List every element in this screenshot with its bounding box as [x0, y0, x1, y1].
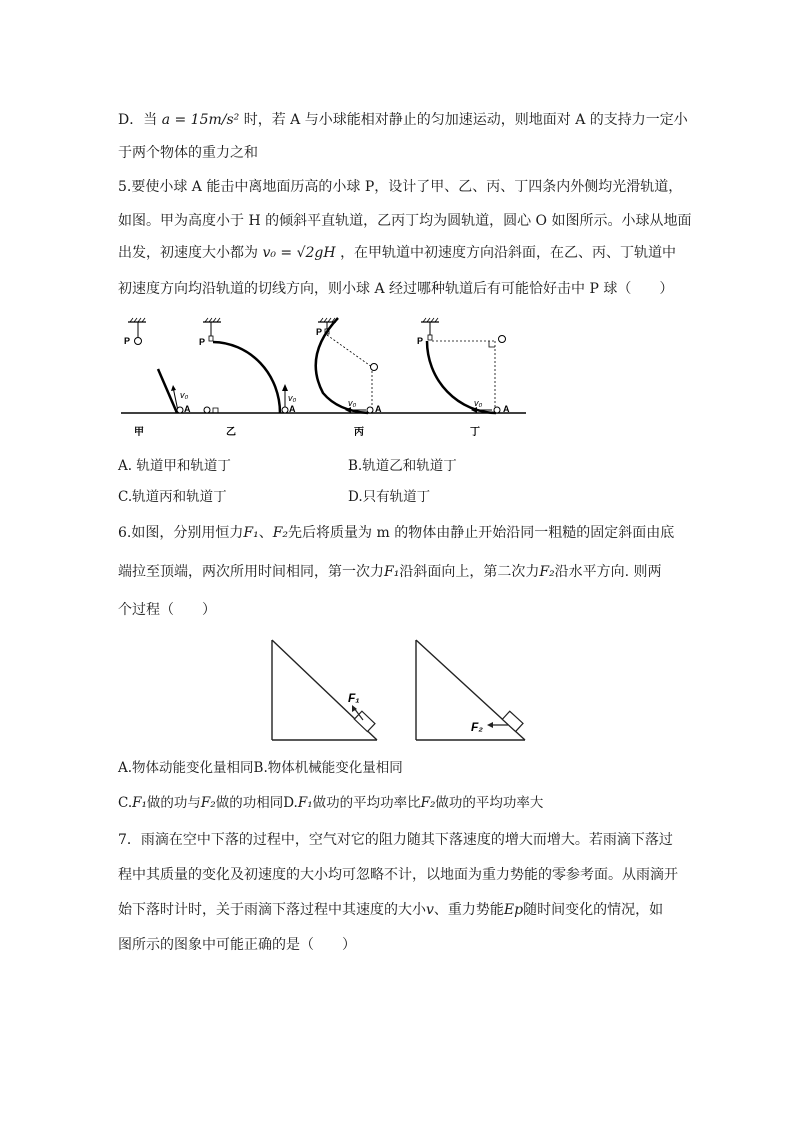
q6-option-b: B.物体机械能变化量相同	[253, 760, 403, 776]
label-yi: 乙	[226, 427, 236, 438]
q5-line1: 5.要使小球 A 能击中离地面历高的小球 P，设计了甲、乙、丙、丁四条内外侧均光滑轨道，	[118, 179, 683, 195]
q5-line4: 初速度方向均沿轨道的切线方向，则小球 A 经过哪种轨道后有可能恰好击中 P 球（ ）	[118, 281, 674, 297]
q5-option-a: A. 轨道甲和轨道丁	[118, 458, 231, 474]
yi-label-p: P	[199, 337, 206, 347]
track-ding	[417, 318, 510, 438]
q4-option-d	[118, 110, 688, 130]
q6-incline-figure	[266, 636, 536, 746]
q4-optd-math: a = 15m/s²	[161, 112, 240, 128]
q6-optc-mid: 做的功与	[146, 795, 201, 811]
q6-optc-post: 做的功相同	[215, 795, 284, 811]
q6-line2-b: 沿斜面向上，第二次力	[399, 564, 540, 580]
q6-line1-a: 6.如图，分别用恒力	[118, 525, 244, 541]
q6-line2-c: 沿水平方向. 则两	[554, 564, 662, 580]
q7-line3-c: 随时间变化的情况，如	[523, 902, 664, 918]
q7-line3-b: 、重力势能	[433, 902, 504, 918]
q6-optc-pre: C.	[118, 795, 133, 811]
q6-optc-f1: F₁	[132, 795, 147, 811]
q5-line3-a: 出发，初速度大小都为	[118, 245, 258, 261]
q6-f2: F₂	[272, 525, 289, 541]
q6-optd-f2: F₂	[420, 795, 436, 811]
q5-option-d: D.只有轨道丁	[348, 489, 431, 505]
q5-v0-formula: v₀ = √2gH	[262, 245, 336, 261]
track-jia	[124, 318, 191, 438]
jia-label-p: P	[124, 336, 131, 346]
q6-optd-mid: 做功的平均功率比	[312, 795, 421, 811]
bing-label-v0: v₀	[348, 398, 357, 408]
track-bing	[316, 318, 382, 438]
q6-options-ab	[118, 758, 403, 778]
bing-label-a: A	[375, 404, 382, 414]
q7-line2: 程中其质量的变化及初速度的大小均可忽略不计，以地面为重力势能的零参考面。从雨滴开	[118, 867, 678, 883]
q6-sep: 、	[258, 525, 273, 541]
q5-line3-b: ，在甲轨道中初速度方向沿斜面，在乙、丙、丁轨道中	[340, 245, 677, 261]
q5-line3	[118, 243, 676, 263]
q7-line3-a: 始下落时计时，关于雨滴下落过程中其速度的大小	[118, 902, 426, 918]
incline-2	[416, 640, 525, 740]
q4-optd-prefix: D．当	[118, 112, 158, 128]
q6-f1: F₁	[243, 525, 259, 541]
ding-label-p: P	[417, 336, 424, 346]
q6-optd-pre: D.	[283, 795, 298, 811]
label-jia: 甲	[134, 427, 144, 438]
q6-optd-post: 做功的平均功率大	[435, 795, 544, 811]
q6-line1-b: 先后将质量为 m 的物体由静止开始沿同一粗糙的固定斜面由底	[288, 525, 675, 541]
track-yi	[199, 318, 297, 438]
label-bing: 丙	[354, 427, 364, 438]
yi-label-a: A	[289, 404, 296, 414]
q6-line2-f1: F₁	[384, 564, 400, 580]
q7-ep: Ep	[503, 902, 524, 918]
q5-option-c: C.轨道丙和轨道丁	[118, 489, 227, 505]
q7-line4: 图所示的图象中可能正确的是（ ）	[118, 937, 356, 953]
q6-line1	[118, 523, 674, 543]
q6-line2-a: 端拉至顶端，两次所用时间相同，第一次力	[118, 564, 384, 580]
ding-label-v0: v₀	[474, 398, 483, 408]
yi-label-v0: v₀	[288, 393, 297, 403]
incline2-f2-label: F₂	[471, 720, 483, 734]
q6-line3: 个过程（ ）	[118, 602, 216, 618]
q4-option-d-line2: 于两个物体的重力之和	[118, 145, 258, 161]
q4-optd-text: 时，若 A 与小球能相对静止的匀加速运动，则地面对 A 的支持力一定小	[243, 112, 688, 128]
ding-label-a: A	[503, 404, 510, 414]
q6-line2	[118, 562, 662, 582]
incline-1	[272, 640, 377, 740]
incline1-f1-label: F₁	[348, 691, 360, 705]
q5-track-figure	[118, 315, 528, 440]
q6-option-a: A.物体动能变化量相同	[118, 760, 254, 776]
bing-label-p: P	[316, 327, 323, 337]
q5-line2: 如图。甲为高度小于 H 的倾斜平直轨道，乙丙丁均为圆轨道，圆心 O 如图所示。小球从地面	[118, 213, 692, 229]
q6-line2-f2: F₂	[539, 564, 555, 580]
q6-optc-f2: F₂	[200, 795, 216, 811]
q7-line1: 7．雨滴在空中下落的过程中，空气对它的阻力随其下落速度的增大而增大。若雨滴下落过	[118, 832, 673, 848]
q7-line3	[118, 900, 663, 920]
label-ding: 丁	[470, 427, 480, 438]
q7-v: v	[426, 902, 434, 918]
q6-options-cd	[118, 793, 543, 813]
q5-option-b: B.轨道乙和轨道丁	[348, 458, 457, 474]
jia-label-v0: v₀	[180, 390, 189, 400]
q6-optd-f1: F₁	[297, 795, 313, 811]
jia-label-a: A	[184, 404, 191, 414]
